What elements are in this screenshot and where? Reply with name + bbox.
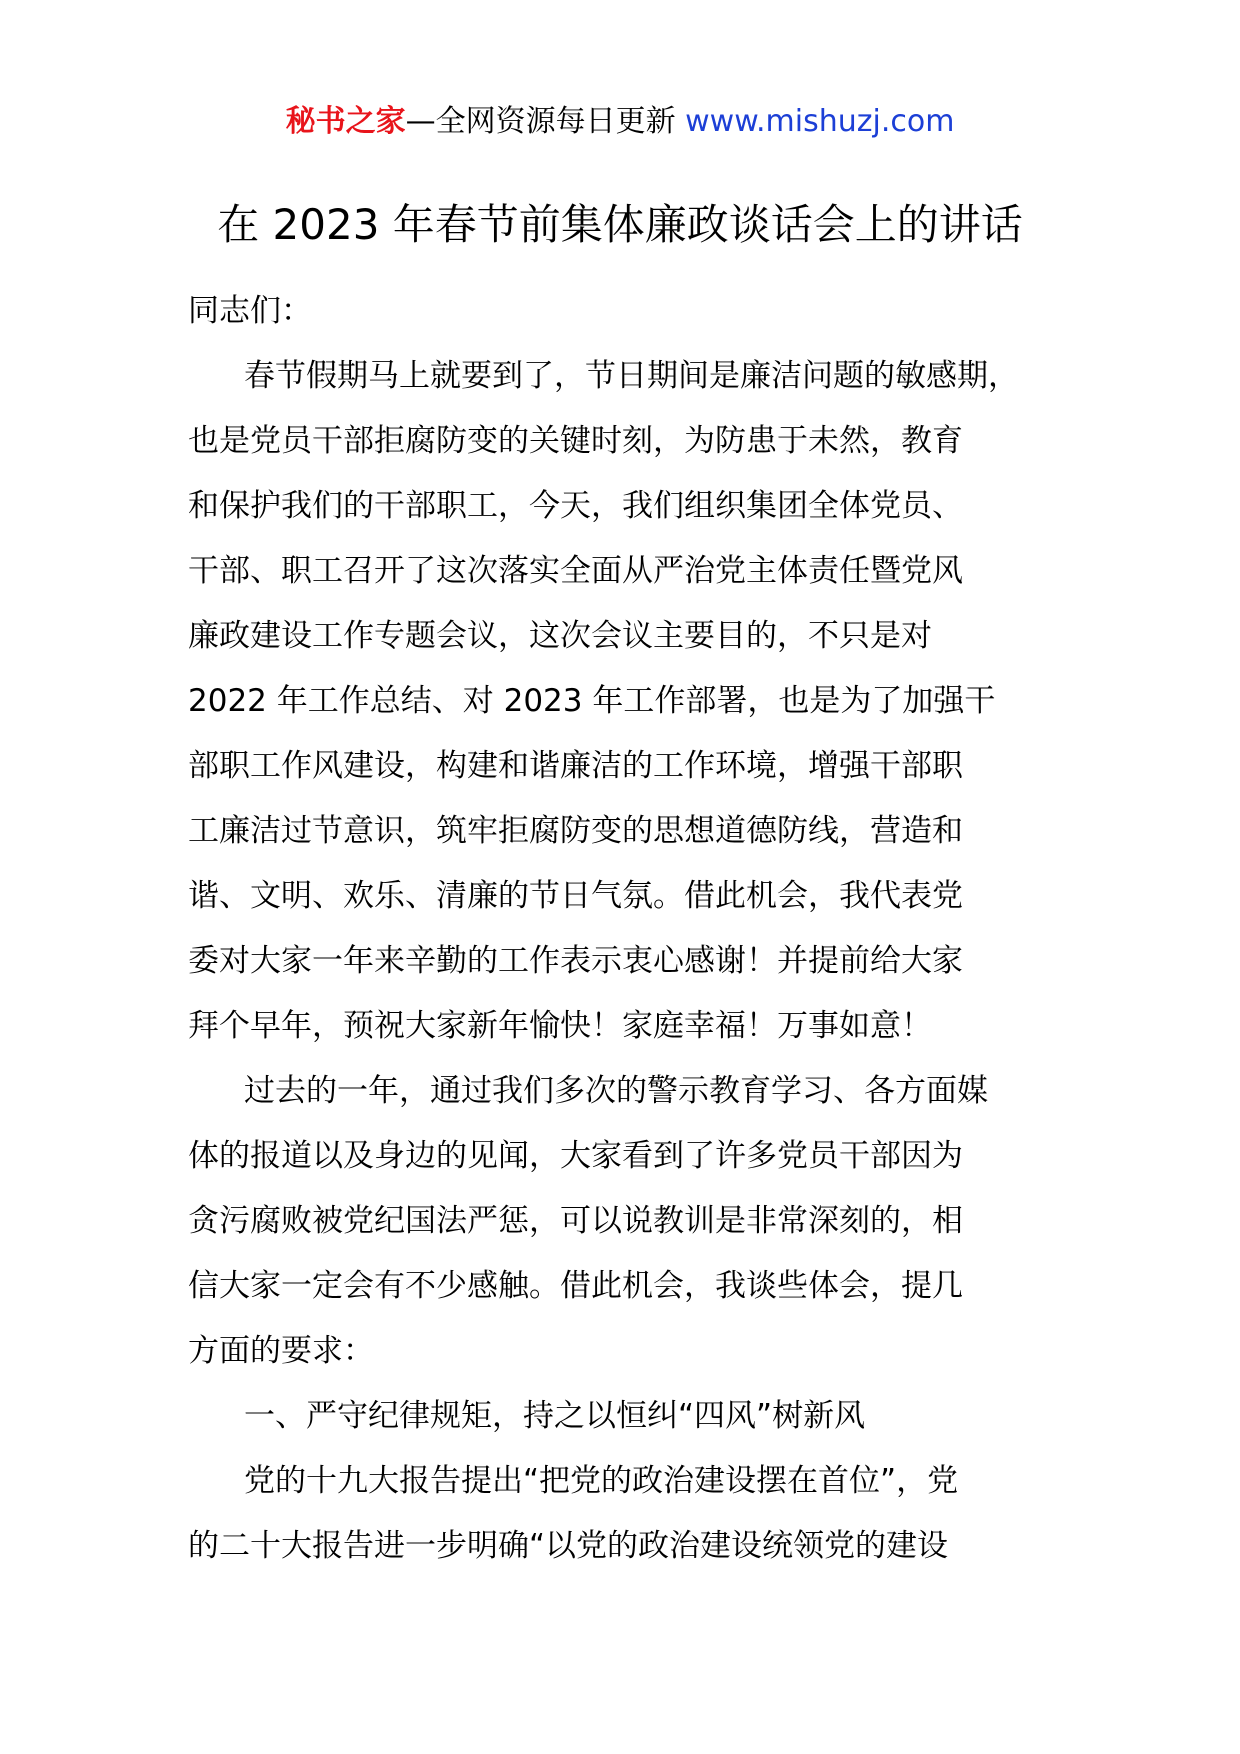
site-tagline: —全网资源每日更新	[405, 104, 676, 139]
body-line: 同志们：	[188, 293, 312, 329]
site-header	[0, 100, 1240, 144]
site-url-link[interactable]: www.mishuzj.com	[685, 104, 955, 139]
body-line: 委对大家一年来辛勤的工作表示衷心感谢！并提前给大家	[188, 943, 963, 979]
body-line: 过去的一年，通过我们多次的警示教育学习、各方面媒	[244, 1073, 988, 1109]
body-line: 部职工作风建设，构建和谐廉洁的工作环境，增强干部职	[188, 748, 963, 784]
body-line: 拜个早年，预祝大家新年愉快！家庭幸福！万事如意！	[188, 1008, 932, 1044]
body-line: 体的报道以及身边的见闻，大家看到了许多党员干部因为	[188, 1138, 963, 1174]
body-line: 一、严守纪律规矩，持之以恒纠“四风”树新风	[244, 1398, 866, 1434]
document-title: 在 2023 年春节前集体廉政谈话会上的讲话	[217, 200, 1023, 249]
body-line: 也是党员干部拒腐防变的关键时刻，为防患于未然，教育	[188, 423, 963, 459]
body-line: 信大家一定会有不少感触。借此机会，我谈些体会，提几	[188, 1268, 963, 1304]
document-body	[188, 291, 1088, 1591]
body-line: 的二十大报告进一步明确“以党的政治建设统领党的建设	[188, 1528, 949, 1564]
body-line: 贪污腐败被党纪国法严惩，可以说教训是非常深刻的，相	[188, 1203, 963, 1239]
body-line: 和保护我们的干部职工，今天，我们组织集团全体党员、	[188, 488, 963, 524]
site-brand: 秘书之家	[285, 104, 406, 139]
body-line: 2022 年工作总结、对 2023 年工作部署，也是为了加强干	[188, 683, 996, 719]
body-line: 谐、文明、欢乐、清廉的节日气氛。借此机会，我代表党	[188, 878, 963, 914]
body-line: 工廉洁过节意识，筑牢拒腐防变的思想道德防线，营造和	[188, 813, 963, 849]
body-line: 方面的要求：	[188, 1333, 374, 1369]
body-line: 党的十九大报告提出“把党的政治建设摆在首位”，党	[244, 1463, 959, 1499]
body-line: 干部、职工召开了这次落实全面从严治党主体责任暨党风	[188, 553, 963, 589]
body-line: 廉政建设工作专题会议，这次会议主要目的，不只是对	[188, 618, 932, 654]
body-line: 春节假期马上就要到了，节日期间是廉洁问题的敏感期，	[244, 358, 1019, 394]
